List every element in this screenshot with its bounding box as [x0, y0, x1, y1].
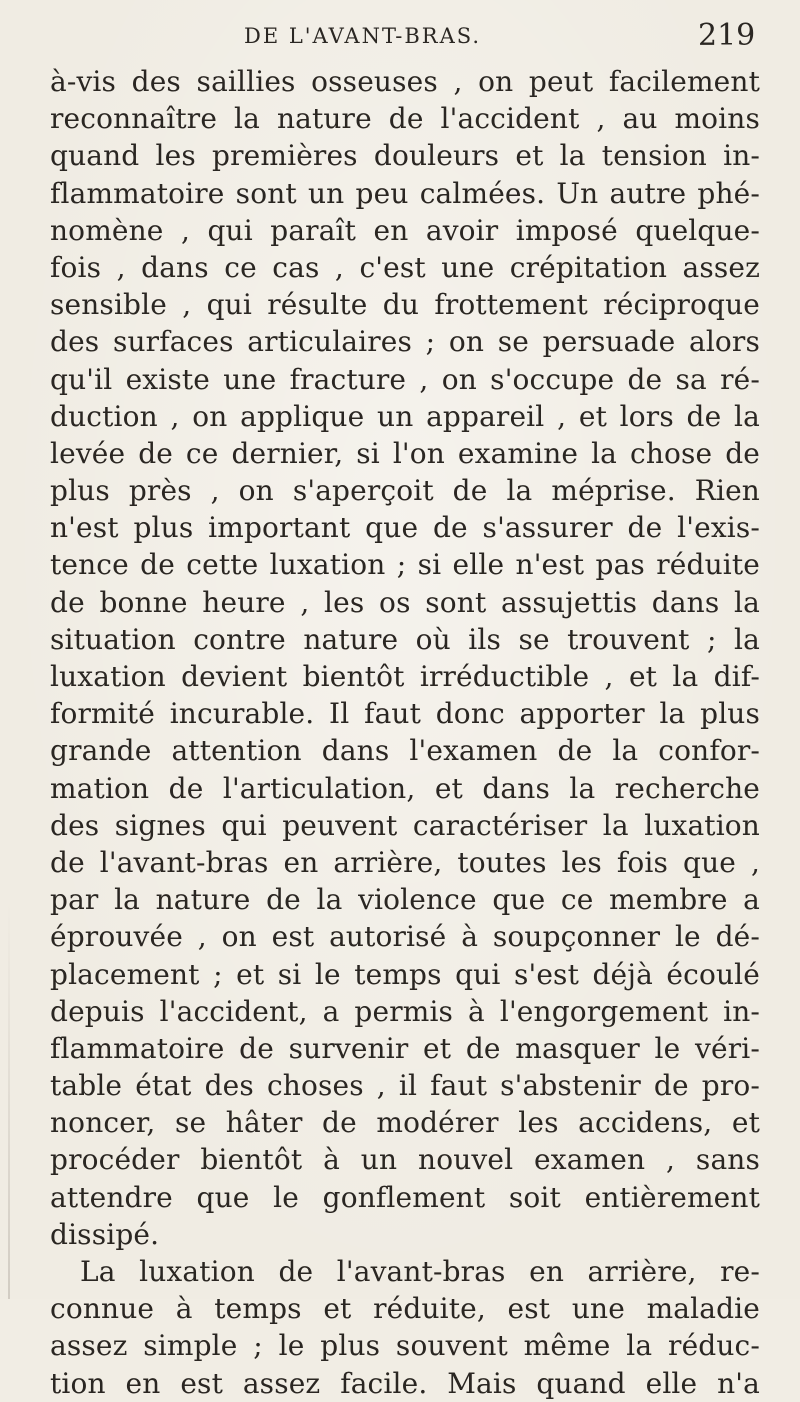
body-text [50, 63, 760, 1402]
text-line: plus près , on s'aperçoit de la méprise. Rien [50, 474, 760, 508]
text-line: assez simple ; le plus souvent même la réduc- [50, 1329, 760, 1363]
text-line: flammatoire de survenir et de masquer le véri- [50, 1031, 760, 1065]
text-line: noncer, se hâter de modérer les accidens, et [50, 1106, 760, 1140]
paragraph-start-line: La luxation de l'avant-bras en arrière, re- [80, 1255, 760, 1288]
text-line: fois , dans ce cas , c'est une crépitation assez [50, 250, 760, 284]
text-line: nomène , qui paraît en avoir imposé quelque- [50, 213, 760, 247]
text-line: situation contre nature où ils se trouvent ; la [50, 622, 760, 656]
text-line: formité incurable. Il faut donc apporter la plus [50, 697, 760, 731]
text-line: n'est plus important que de s'assurer de l'exis- [50, 511, 760, 545]
text-line: procéder bientôt à un nouvel examen , sans [50, 1143, 760, 1177]
text-line: quand les premières douleurs et la tension in- [50, 139, 760, 173]
text-line: mation de l'articulation, et dans la recherche [50, 771, 760, 805]
running-title: DE L'AVANT-BRAS. [244, 24, 482, 48]
text-line: par la nature de la violence que ce membre a [50, 883, 760, 917]
text-line: éprouvée , on est autorisé à soupçonner le dé- [50, 920, 760, 954]
page-edge-shadow [8, 900, 10, 1299]
text-line: table état des choses , il faut s'abstenir de pro- [50, 1069, 760, 1103]
text-line: de bonne heure , les os sont assujettis dans la [50, 585, 760, 619]
text-line: de l'avant-bras en arrière, toutes les fois que , [50, 845, 760, 879]
text-line: depuis l'accident, a permis à l'engorgement in- [50, 994, 760, 1028]
text-line: flammatoire sont un peu calmées. Un autre phé- [50, 176, 760, 210]
text-line: à-vis des saillies osseuses , on peut facilement [50, 65, 760, 98]
text-line: attendre que le gonflement soit entièrement [50, 1180, 760, 1214]
text-line: des signes qui peuvent caractériser la luxation [50, 808, 760, 842]
text-line: qu'il existe une fracture , on s'occupe de sa ré- [50, 362, 760, 396]
text-line: sensible , qui résulte du frottement réciproque [50, 288, 760, 322]
page-header [0, 14, 800, 54]
text-line: luxation devient bientôt irréductible , et la dif- [50, 660, 760, 693]
text-line: duction , on applique un appareil , et lors de la [50, 399, 760, 433]
text-line: levée de ce dernier, si l'on examine la chose de [50, 436, 760, 470]
page-number: 219 [698, 18, 756, 53]
text-line: connue à temps et réduite, est une maladie [50, 1292, 760, 1326]
paragraph-end-line: dissipé. [50, 1217, 160, 1251]
text-line: reconnaître la nature de l'accident , au moins [50, 102, 760, 136]
text-line: grande attention dans l'examen de la confor- [50, 734, 760, 768]
text-line: placement ; et si le temps qui s'est déjà écoulé [50, 957, 760, 991]
text-line: des surfaces articulaires ; on se persuade alors [50, 325, 760, 359]
text-line: tence de cette luxation ; si elle n'est pas réduite [50, 548, 760, 582]
text-line: tion en est assez facile. Mais quand elle n'a [50, 1366, 760, 1400]
